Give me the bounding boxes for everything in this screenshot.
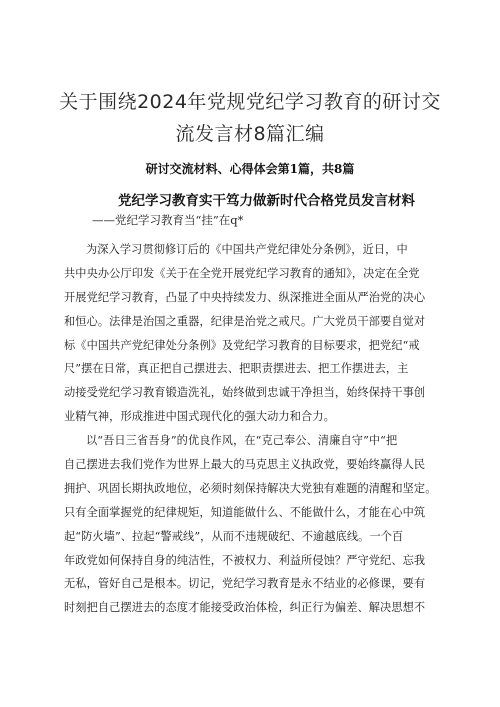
paragraph-line: 共中央办公厅印发《关于在全党开展党纪学习教育的通知》，决定在全党 bbox=[64, 266, 420, 280]
paragraph-line: 动接受党纪学习教育锻造洗礼，始终做到忠诚干净担当，始终保持干事创 bbox=[64, 386, 426, 400]
section-heading: 党纪学习教育实干笃力做新时代合格党员发言材料 bbox=[118, 193, 415, 209]
paragraph-line: 年政党如何保持自身的纯洁性，不被权力、利益所侵蚀？严守党纪、忘我 bbox=[64, 553, 426, 567]
paragraph-line: 拥护、巩固长期执政地位，必须时刻保持解决大党独有难题的清醒和坚定。 bbox=[64, 481, 436, 495]
title-line-2: 流发言材8篇汇编 bbox=[175, 123, 325, 145]
paragraph-line: 只有全面掌握党的纪律规矩，知道能做什么、不能做什么，才能在心中筑 bbox=[64, 505, 426, 519]
paragraph-line: 起“防火墙”、拉起“警戒线”，从而不违规破纪、不逾越底线。一个百 bbox=[64, 529, 404, 543]
paragraph-line: 时刻把自己摆进去的态度才能接受政治体检，纠正行为偏差、解决思想不 bbox=[64, 601, 426, 615]
title-line-1: 关于围绕2024年党规党纪学习教育的研讨交 bbox=[59, 91, 441, 113]
paragraph-line: 自己摆进去我们党作为世界上最大的马克思主义执政党，要始终赢得人民 bbox=[64, 458, 426, 472]
paragraph-line: 以“吾日三省吾身”的优良作风，在“克己奉公、清廉自守”中“把 bbox=[86, 434, 398, 448]
document-title bbox=[40, 86, 460, 150]
paragraph-line: 业精气神，形成推进中国式现代化的强大动力和合力。 bbox=[64, 410, 335, 424]
paragraph-line: 开展党纪学习教育，凸显了中央持续发力、纵深推进全面从严治党的决心 bbox=[64, 290, 426, 304]
paragraph-line: 标《中国共产党纪律处分条例》及党纪学习教育的目标要求，把党纪“戒 bbox=[64, 338, 420, 352]
section-subheading: ——党纪学习教育当“挂”在q* bbox=[92, 213, 244, 227]
paragraph-line: 尺”摆在日常，真正把自己摆进去、把职责摆进去、把工作摆进去，主 bbox=[64, 362, 409, 376]
body-text bbox=[64, 238, 436, 620]
paragraph-line: 无私，管好自己是根本。切记，党纪学习教育是永不结业的必修课，要有 bbox=[64, 577, 426, 591]
paragraph-line: 为深入学习贯彻修订后的《中国共产党纪律处分条例》，近日，中 bbox=[86, 243, 408, 256]
paragraph-line: 和恒心。法律是治国之重器，纪律是治党之戒尺。广大党员干部要自觉对 bbox=[64, 314, 426, 328]
article-meta: 研讨交流材料、心得体会第1篇，共8篇 bbox=[145, 162, 355, 176]
